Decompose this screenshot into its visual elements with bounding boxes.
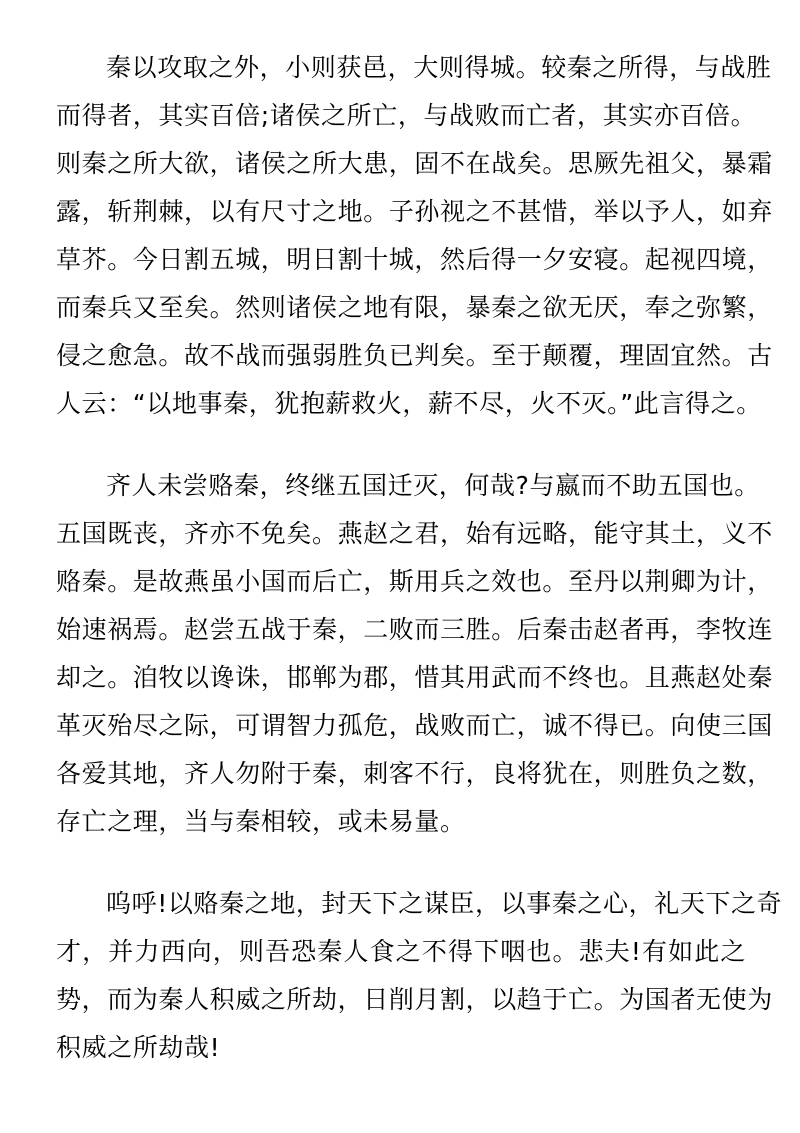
text-line: 各爱其地，齐人勿附于秦，刺客不行，良将犹在，则胜负之数， [56, 759, 773, 788]
document-page [56, 44, 783, 1072]
text-line: 呜呼!以赂秦之地，封天下之谋臣，以事秦之心，礼天下之奇 [106, 889, 783, 918]
text-line: 赂秦。是故燕虽小国而后亡，斯用兵之效也。至丹以荆卿为计， [56, 567, 773, 596]
text-line: 始速祸焉。赵尝五战于秦，二败而三胜。后秦击赵者再，李牧连 [56, 615, 773, 644]
text-line: 人云：“以地事秦，犹抱薪救火，薪不尽，火不灭。”此言得之。 [56, 389, 762, 418]
text-line: 势，而为秦人积威之所劫，日削月割，以趋于亡。为国者无使为 [56, 985, 773, 1014]
text-line: 存亡之理，当与秦相较，或未易量。 [56, 807, 466, 836]
text-line: 五国既丧，齐亦不免矣。燕赵之君，始有远略，能守其土，义不 [56, 519, 773, 548]
text-line: 积威之所劫哉! [56, 1033, 221, 1062]
text-line: 草芥。今日割五城，明日割十城，然后得一夕安寝。起视四境， [56, 245, 773, 274]
text-line: 而得者，其实百倍;诸侯之所亡，与战败而亡者，其实亦百倍。 [56, 101, 757, 130]
text-line: 则秦之所大欲，诸侯之所大患，固不在战矣。思厥先祖父，暴霜 [56, 149, 773, 178]
text-line: 秦以攻取之外，小则获邑，大则得城。较秦之所得，与战胜 [106, 53, 772, 82]
text-line: 露，斩荆棘，以有尺寸之地。子孙视之不甚惜，举以予人，如弃 [56, 197, 773, 226]
paragraph-3 [56, 880, 783, 1072]
text-line: 才，并力西向，则吾恐秦人食之不得下咽也。悲夫!有如此之 [56, 937, 746, 966]
text-line: 侵之愈急。故不战而强弱胜负已判矣。至于颠覆，理固宜然。古 [56, 341, 773, 370]
paragraph-2 [56, 462, 773, 846]
text-line: 革灭殆尽之际，可谓智力孤危，战败而亡，诚不得已。向使三国 [56, 711, 773, 740]
text-line: 却之。洎牧以谗诛，邯郸为郡，惜其用武而不终也。且燕赵处秦 [56, 663, 773, 692]
paragraph-1 [56, 44, 773, 428]
text-line: 而秦兵又至矣。然则诸侯之地有限，暴秦之欲无厌，奉之弥繁， [56, 293, 773, 322]
text-line: 齐人未尝赂秦，终继五国迁灭，何哉?与嬴而不助五国也。 [106, 471, 760, 500]
